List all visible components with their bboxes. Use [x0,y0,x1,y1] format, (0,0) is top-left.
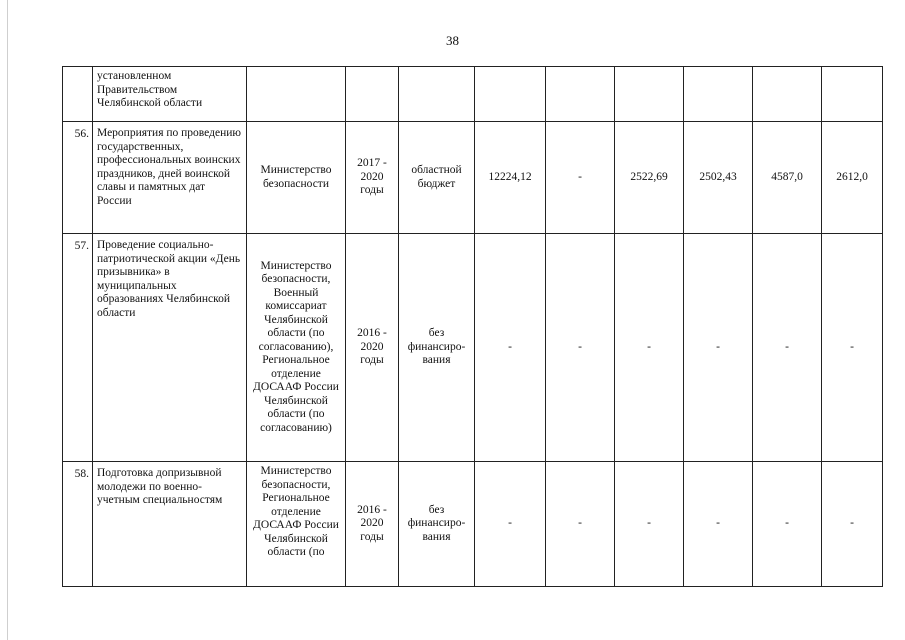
years-cell: 2016 - 2020 годы [346,234,399,462]
year-2020-cell: 2612,0 [822,122,883,234]
year-2016-cell: - [546,234,615,462]
funding-source-cell: областной бюджет [399,122,475,234]
year-2019-cell: 4587,0 [753,122,822,234]
total-cell: 12224,12 [475,122,546,234]
funding-source-cell [399,67,475,122]
executor-cell: Министерство безопасности, Региональное отделение ДОСААФ России Челябинской области (по [247,462,346,587]
activity-name-cell: Подготовка допризывной молодежи по военно-учетным специальностям [93,462,247,587]
year-2017-cell: - [615,234,684,462]
year-2019-cell: - [753,234,822,462]
page-left-edge [7,0,8,640]
year-2016-cell [546,67,615,122]
year-2019-cell: - [753,462,822,587]
year-2017-cell: - [615,462,684,587]
program-activities-table [62,66,883,587]
table-row-continuation [63,67,883,122]
table-row [63,122,883,234]
year-2016-cell: - [546,462,615,587]
page-number: 38 [446,33,459,48]
row-number-cell: 56. [63,122,93,234]
activity-name-cell: Проведение социально-патриотической акции «День призывника» в муниципальных образованиях Челябинской области [93,234,247,462]
total-cell: - [475,234,546,462]
years-cell: 2016 - 2020 годы [346,462,399,587]
year-2020-cell [822,67,883,122]
year-2016-cell: - [546,122,615,234]
row-number-cell: 58. [63,462,93,587]
year-2018-cell: 2502,43 [684,122,753,234]
year-2019-cell [753,67,822,122]
years-cell [346,67,399,122]
year-2020-cell: - [822,234,883,462]
funding-source-cell: без финансиро-вания [399,462,475,587]
table-row [63,234,883,462]
total-cell [475,67,546,122]
activity-name-cell: Мероприятия по проведению государственных, профессиональных воинских праздников, дней воинской славы и памятных дат России [93,122,247,234]
year-2018-cell: - [684,462,753,587]
years-cell: 2017 - 2020 годы [346,122,399,234]
funding-source-cell: без финансиро-вания [399,234,475,462]
executor-cell: Министерство безопасности [247,122,346,234]
table-row [63,462,883,587]
executor-cell: Министерство безопасности, Военный комиссариат Челябинской области (по согласованию), Региональное отделение ДОСААФ России Челябинской области (по согласованию) [247,234,346,462]
total-cell: - [475,462,546,587]
row-number-cell [63,67,93,122]
activity-name-cell: установленном Правительством Челябинской области [93,67,247,122]
year-2018-cell [684,67,753,122]
year-2020-cell: - [822,462,883,587]
year-2018-cell: - [684,234,753,462]
year-2017-cell: 2522,69 [615,122,684,234]
executor-cell [247,67,346,122]
row-number-cell: 57. [63,234,93,462]
year-2017-cell [615,67,684,122]
